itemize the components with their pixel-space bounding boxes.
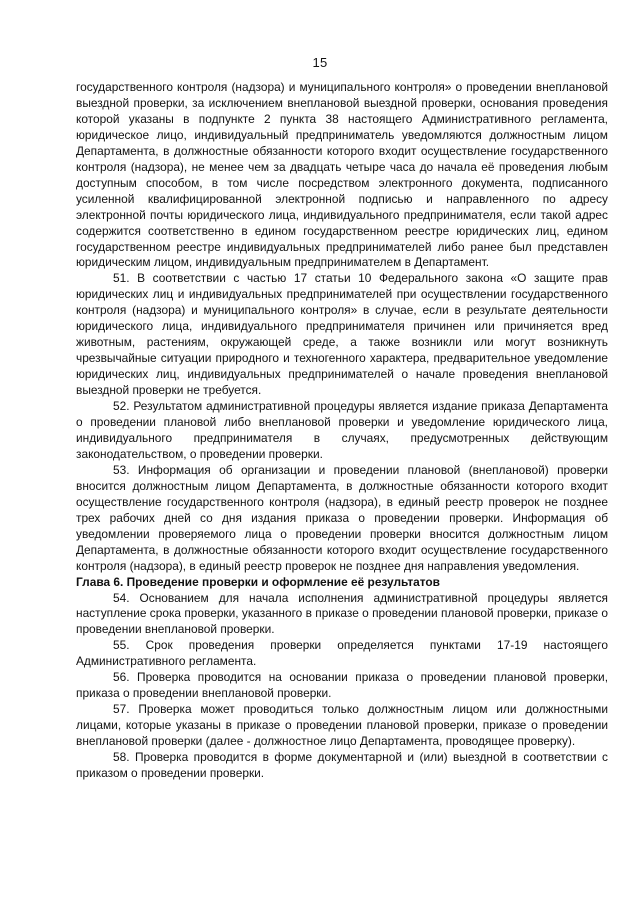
paragraph-53: 53. Информация об организации и проведении плановой (внеплановой) проверки вносится должностным лицом Департамента, в должностные обязанности которого входит осуществление государственного контроля (надзора), в единый реестр проверок не позднее трех рабочих дней со дня издания приказа о проведении проверки. Информация об уведомлении проверяемого лица о проведении проверки вносится должностным лицом Департамента, в должностные обязанности которого входит осуществление государственного контроля (надзора), в единый реестр проверок не позднее дня направления уведомления. [76, 462, 608, 573]
paragraph-58: 58. Проверка проводится в форме документарной и (или) выездной в соответствии с приказом о проведении проверки. [76, 750, 608, 780]
paragraph-56: 56. Проверка проводится на основании приказа о проведении плановой проверки, приказа о проведении внеплановой проверки. [76, 670, 608, 701]
paragraphs-before [76, 80, 608, 575]
paragraph-54: 54. Основанием для начала исполнения административной процедуры является наступление срока проверки, указанного в приказе о проведении плановой проверки, приказе о проведении внеплановой проверки. [76, 590, 608, 637]
paragraph-51: 51. В соответствии с частью 17 статьи 10 Федерального закона «О защите прав юридических лиц и индивидуальных предпринимателей при осуществлении государственного контроля (надзора) и муниципального контроля» в случае, если в результате деятельности юридического лица, индивидуального предпринимателя причинен или причиняется вред животным, растениям, окружающей среде, а также возникли или могут возникнуть чрезвычайные ситуации природного и техногенного характера, предварительное уведомление юридических лиц, индивидуальных предпринимателей о начале проведения внеплановой выездной проверки не требуется. [76, 271, 608, 398]
document-body [76, 80, 608, 782]
page-number: 15 [312, 55, 328, 70]
paragraph-57: 57. Проверка может проводиться только должностным лицом или должностными лицами, которые указаны в приказе о проведении плановой проверки, приказе о проведении внеплановой проверки (далее - должностное лицо Департамента, проводящее проверку). [76, 702, 608, 749]
paragraph-52: 52. Результатом административной процедуры является издание приказа Департамента о проведении плановой либо внеплановой проверки и уведомление юридического лица, индивидуального предпринимателя в случаях, предусмотренных действующим законодательством, о проведении проверки. [76, 399, 608, 461]
paragraph-55: 55. Срок проведения проверки определяется пунктами 17-19 настоящего Административного регламента. [76, 638, 608, 669]
paragraphs-after [76, 591, 608, 782]
chapter-title: Глава 6. Проведение проверки и оформление её результатов [76, 574, 440, 589]
paragraph-50-continuation: государственного контроля (надзора) и муниципального контроля» о проведении внеплановой выездной проверки, за исключением внеплановой выездной проверки, основания проведения которой указаны в подпункте 2 пункта 38 настоящего Административного регламента, юридическое лицо, индивидуальный предприниматель уведомляются должностным лицом Департамента, в должностные обязанности которого входит осуществление государственного контроля (надзора), не менее чем за двадцать четыре часа до начала её проведения любым доступным способом, в том числе посредством электронного документа, подписанного усиленной квалифицированной электронной подписью и направленного по адресу электронной почты юридического лица, индивидуального предпринимателя, если такой адрес содержится соответственно в едином государственном реестре юридических лиц, едином государственном реестре индивидуальных предпринимателей либо ранее был представлен юридическим лицом, индивидуальным предпринимателем в Департамент. [76, 80, 608, 270]
